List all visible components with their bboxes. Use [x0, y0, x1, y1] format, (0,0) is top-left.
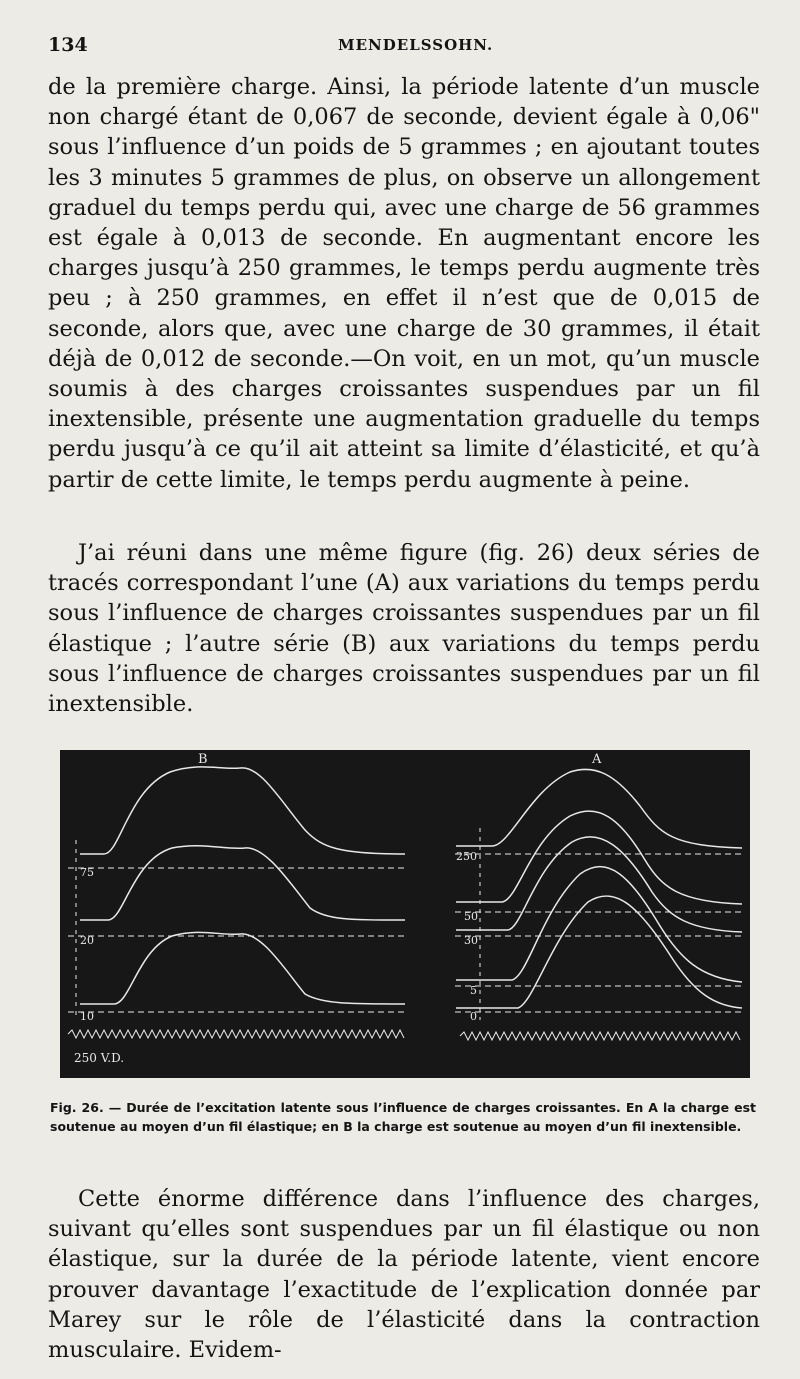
paragraph-2: J’ai réuni dans une même figure (fig. 26) deux séries de tracés correspondant l’une (A) aux variations du temps perdu sous l’influence de charges croissantes suspendues par un fil élastique ; l’autre série (B) aux variations du temps perdu sous l’influence de charges croissantes suspendues par un fil inextensible. — [48, 540, 760, 718]
paragraph-1: de la première charge. Ainsi, la période latente d’un muscle non chargé étant de 0,067 de seconde, devient égale à 0,06" sous l’influence d’un poids de 5 grammes ; en ajoutant toutes les 3 minutes 5 grammes de plus, on observe un allongement graduel du temps perdu qui, avec une charge de 56 grammes est égale à 0,013 de seconde. En augmentant encore les charges jusqu’à 250 grammes, le temps perdu augmente très peu ; à 250 grammes, en effet il n’est que de 0,015 de seconde, alors que, avec une charge de 30 grammes, il était déjà de 0,012 de seconde.—On voit, en un mot, qu’un muscle soumis à des charges croissantes suspendues par un fil inextensible, présente une augmentation graduelle du temps perdu jusqu’à ce qu’il ait atteint sa limite d’élasticité, et qu’à partir de cette limite, le temps perdu augmente à peine. — [48, 74, 760, 493]
series-label-b: B — [198, 752, 208, 767]
trace-b-3 — [80, 932, 405, 1004]
series-label-a: A — [592, 752, 602, 767]
load-label-10: 10 — [80, 1010, 94, 1023]
running-head: MENDELSSOHN. — [338, 36, 494, 54]
trace-b-2 — [80, 846, 405, 920]
load-label-50: 50 — [464, 910, 478, 923]
load-label-20: 20 — [80, 934, 94, 947]
page-header — [48, 34, 760, 58]
paragraph-3: Cette énorme différence dans l’influence des charges, suivant qu’elles sont suspendues par un fil élastique ou non élastique, sur la durée de la période latente, vient encore prouver davantage l’exactitude de l’explication donnée par Marey sur le rôle de l’élasticité dans la contraction musculaire. Evidem- — [48, 1186, 760, 1364]
load-label-75: 75 — [80, 866, 94, 879]
timing-wave — [68, 1030, 404, 1038]
figure-caption: Fig. 26. — Durée de l’excitation latente sous l’influence de charges croissantes. En A la charge est soutenue au moyen d’un fil élastique; en B la charge est soutenue au moyen d’un fil inextensible. — [50, 1100, 756, 1134]
timescale-label: 250 V.D. — [74, 1051, 125, 1065]
trace-a-0 — [456, 896, 742, 1008]
trace-a-30 — [456, 837, 742, 932]
load-label-30: 30 — [464, 934, 478, 947]
trace-a-50 — [456, 811, 742, 904]
time-tracer-right — [460, 1032, 740, 1040]
time-tracer-left — [68, 1030, 404, 1038]
timing-wave — [460, 1032, 740, 1040]
load-label-250: 250 — [456, 850, 477, 863]
page-number: 134 — [48, 34, 88, 56]
figure-26 — [60, 750, 750, 1078]
trace-b-1 — [80, 767, 405, 854]
myograph-tracings — [60, 750, 750, 1078]
trace-a-250 — [456, 769, 742, 848]
trace-a-5 — [456, 867, 742, 982]
load-label-5: 5 — [470, 984, 477, 997]
load-label-0: 0 — [470, 1010, 477, 1023]
